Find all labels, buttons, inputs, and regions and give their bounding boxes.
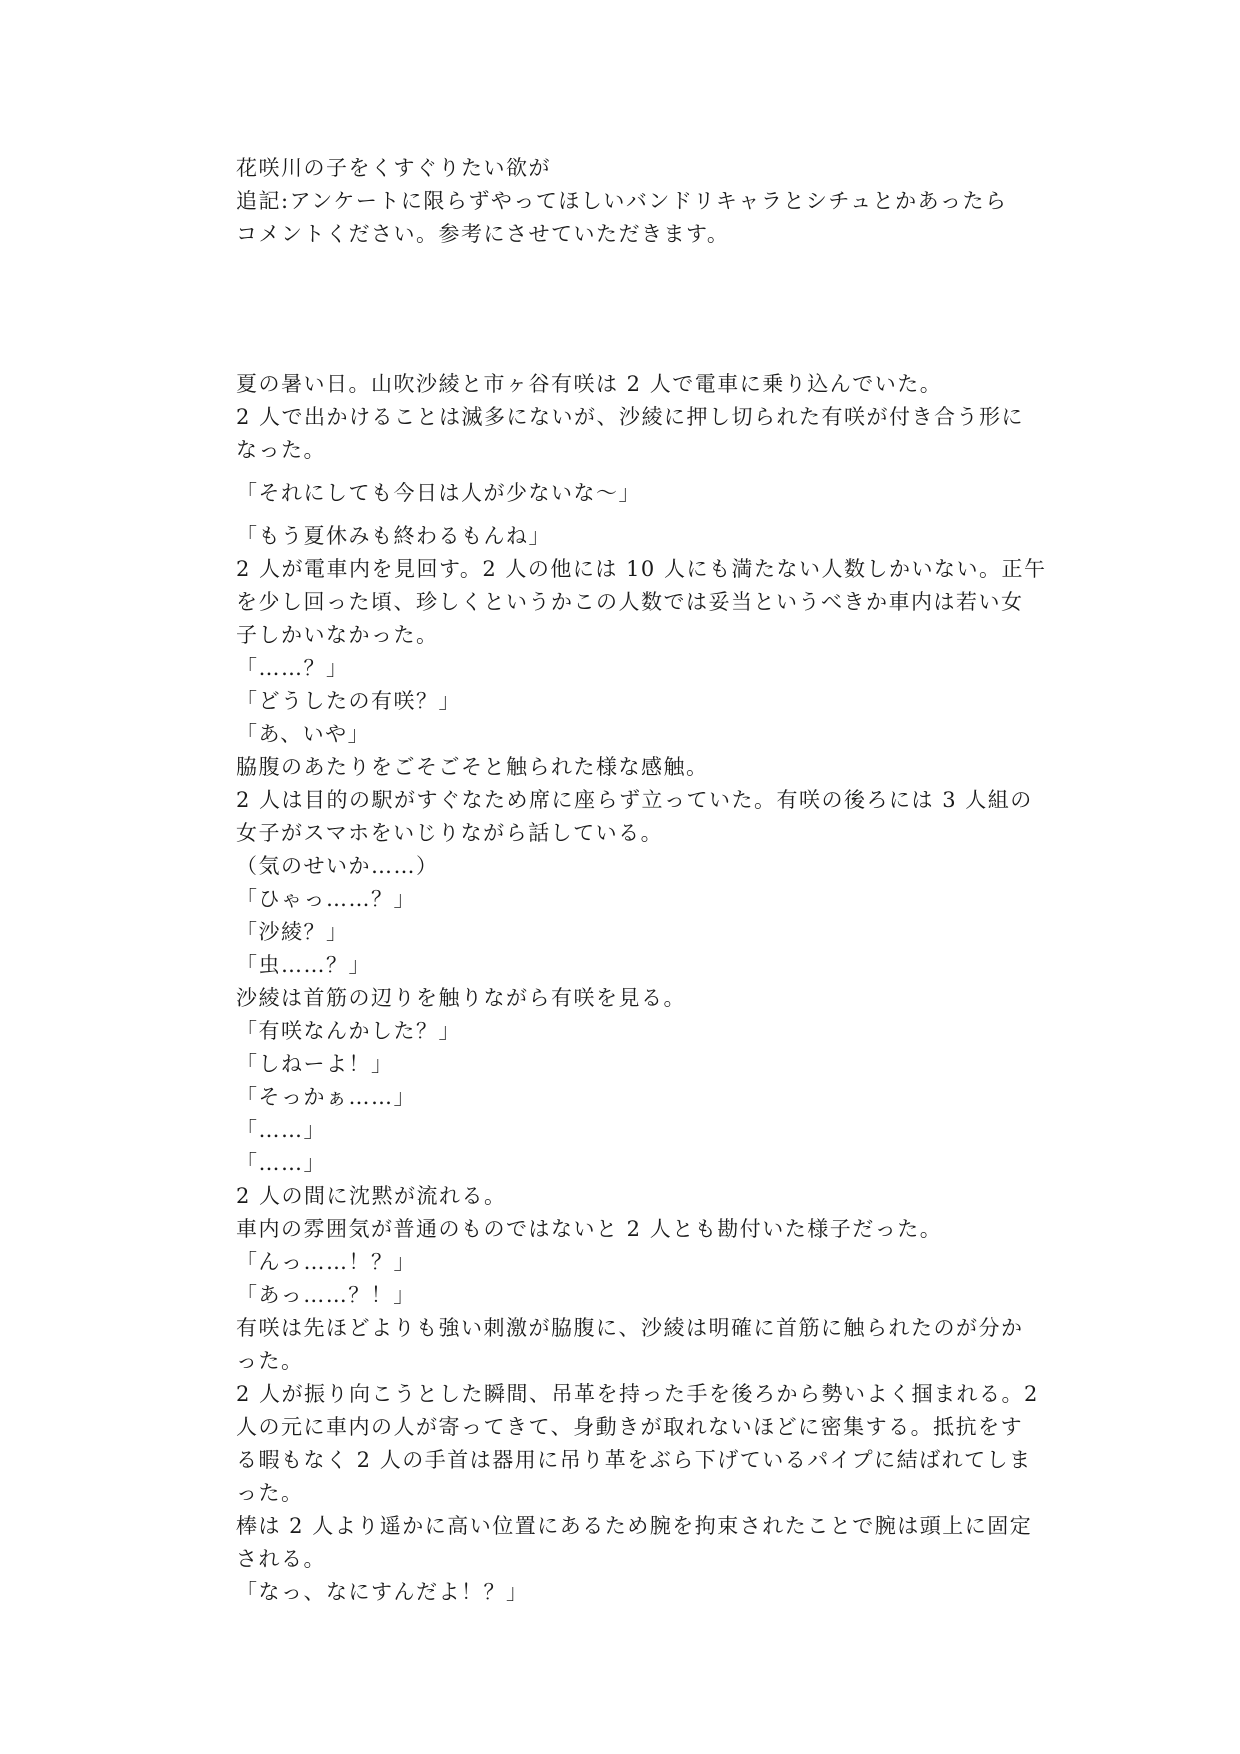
dialogue-line: 「それにしても今日は人が少ないな〜」 <box>236 481 641 505</box>
story-line: 「あ、いや」 <box>236 722 371 746</box>
header-note-continued: コメントください。参考にさせていただきます。 <box>236 222 730 246</box>
story-line: 2 人が電車内を見回す。2 人の他には 10 人にも満たない人数しかいない。正午 <box>236 557 1047 581</box>
story-intro-line: 夏の暑い日。山吹沙綾と市ヶ谷有咲は 2 人で電車に乗り込んでいた。 <box>236 372 943 396</box>
story-line: 「……？」 <box>236 656 349 680</box>
section-spacer <box>236 251 1016 368</box>
story-line: 2 人は目的の駅がすぐなため席に座らず立っていた。有咲の後ろには 3 人組の <box>236 788 1033 812</box>
story-line: 「ひゃっ……？」 <box>236 887 416 911</box>
story-line: （気のせいか……） <box>236 854 439 878</box>
story-line: 「沙綾？」 <box>236 920 349 944</box>
paragraph-spacer <box>236 467 1016 477</box>
story-intro-line: 2 人で出かけることは滅多にないが、沙綾に押し切られた有咲が付き合う形に <box>236 405 1025 429</box>
story-line: 人の元に車内の人が寄ってきて、身動きが取れないほどに密集する。抵抗をす <box>236 1415 1024 1439</box>
paragraph-spacer <box>236 510 1016 520</box>
story-line: 「……」 <box>236 1151 326 1175</box>
story-line: 2 人が振り向こうとした瞬間、吊革を持った手を後ろから勢いよく掴まれる。2 <box>236 1382 1039 1406</box>
story-line: った。 <box>236 1349 304 1373</box>
header-note: 追記:アンケートに限らずやってほしいバンドリキャラとシチュとかあったら <box>236 189 1008 213</box>
story-line: 「どうしたの有咲？」 <box>236 689 461 713</box>
story-line: 沙綾は首筋の辺りを触りながら有咲を見る。 <box>236 986 686 1010</box>
story-line: を少し回った頃、珍しくというかこの人数では妥当というべきか車内は若い女 <box>236 590 1024 614</box>
story-line: 「なっ、なにすんだよ！？」 <box>236 1580 529 1604</box>
story-line: 女子がスマホをいじりながら話している。 <box>236 821 664 845</box>
story-line: 「しねーよ！」 <box>236 1052 394 1076</box>
story-line: 「そっかぁ……」 <box>236 1085 416 1109</box>
story-line: 2 人の間に沈黙が流れる。 <box>236 1184 507 1208</box>
story-line: 「虫……？」 <box>236 953 371 977</box>
story-line: 棒は 2 人より遥かに高い位置にあるため腕を拘束されたことで腕は頭上に固定 <box>236 1514 1033 1538</box>
document-body <box>236 152 1047 1609</box>
header-title: 花咲川の子をくすぐりたい欲が <box>236 156 551 180</box>
story-line: 子しかいなかった。 <box>236 623 439 647</box>
story-line: 「んっ……！？」 <box>236 1250 416 1274</box>
story-line: 「有咲なんかした？」 <box>236 1019 461 1043</box>
story-line: 「あっ……？！」 <box>236 1283 416 1307</box>
story-line: った。 <box>236 1481 304 1505</box>
story-intro-line: なった。 <box>236 438 326 462</box>
story-line: る暇もなく 2 人の手首は器用に吊り革をぶら下げているパイプに結ばれてしま <box>236 1448 1032 1472</box>
story-line: される。 <box>236 1547 326 1571</box>
story-line: 「もう夏休みも終わるもんね」 <box>236 524 551 548</box>
story-line: 車内の雰囲気が普通のものではないと 2 人とも勘付いた様子だった。 <box>236 1217 943 1241</box>
story-line: 脇腹のあたりをごそごそと触られた様な感触。 <box>236 755 709 779</box>
story-line: 「……」 <box>236 1118 326 1142</box>
story-line: 有咲は先ほどよりも強い刺激が脇腹に、沙綾は明確に首筋に触られたのが分か <box>236 1316 1024 1340</box>
